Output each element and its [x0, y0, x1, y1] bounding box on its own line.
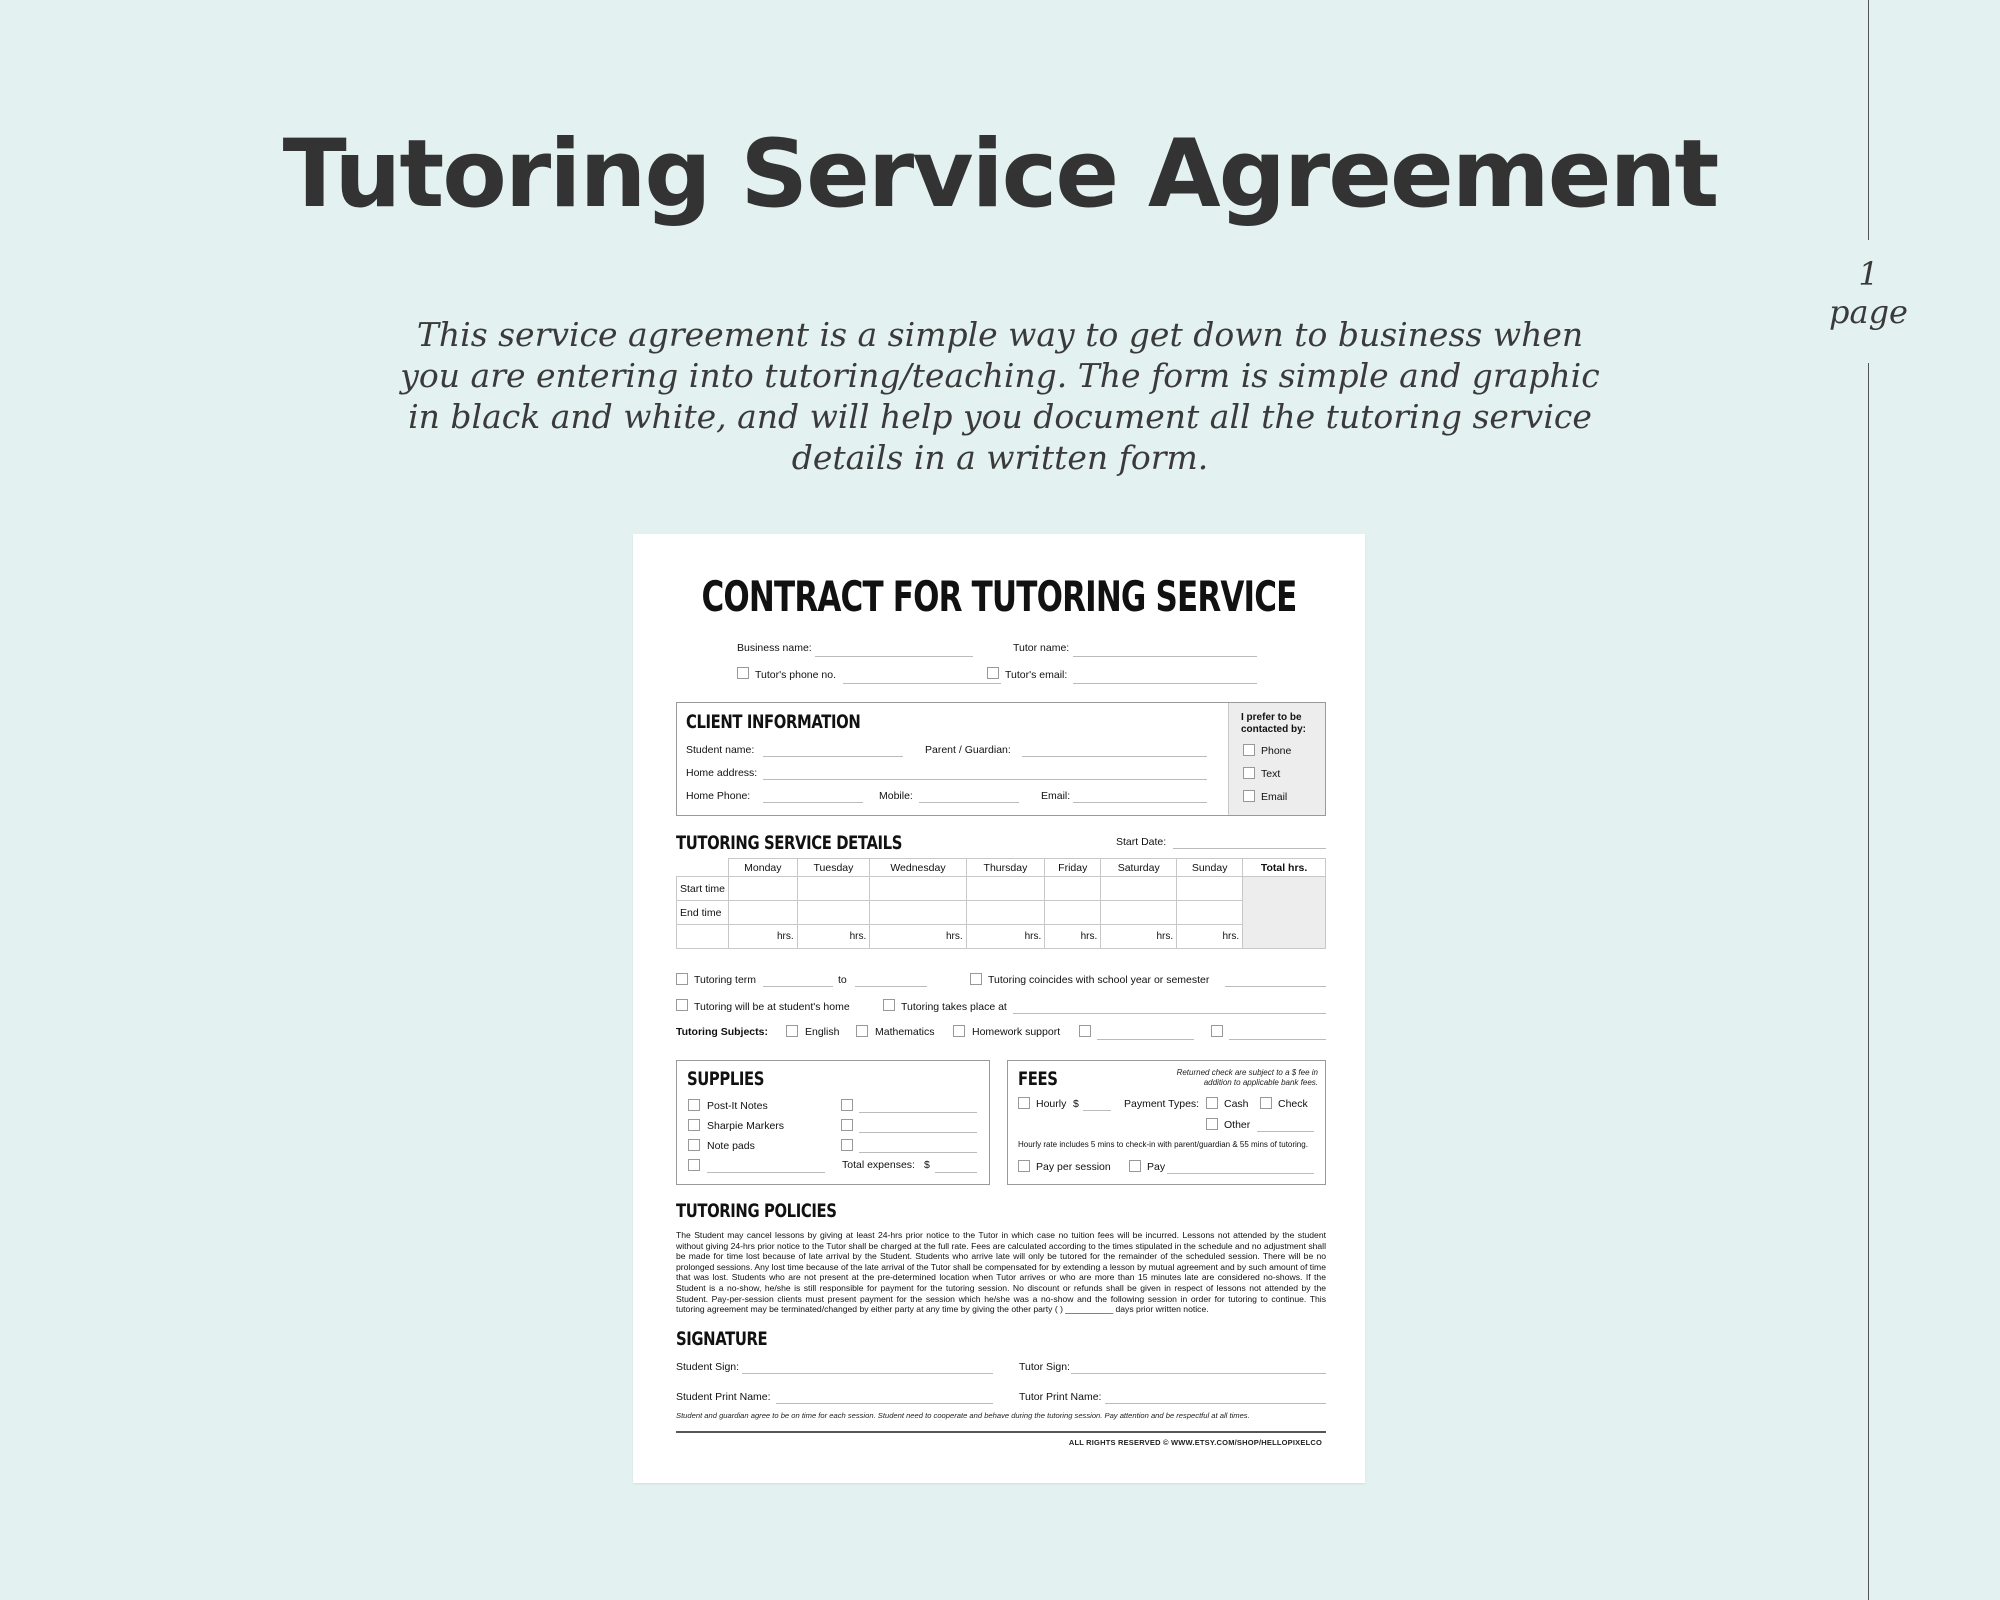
supply-checkbox[interactable]	[688, 1119, 700, 1131]
schedule-cell[interactable]	[1177, 877, 1243, 901]
cash-checkbox[interactable]	[1206, 1097, 1218, 1109]
subject-english-label: English	[805, 1026, 840, 1038]
supply-custom-field[interactable]	[859, 1152, 977, 1153]
page-count-number: 1	[1858, 255, 1879, 293]
hours-row-label	[677, 925, 729, 949]
student-name-label: Student name:	[686, 744, 755, 756]
coincides-label: Tutoring coincides with school year or semester	[988, 974, 1210, 986]
schedule-table	[676, 858, 1326, 949]
contact-text-label: Text	[1261, 768, 1281, 780]
total-hours-header: Total hrs.	[1243, 859, 1326, 877]
schedule-cell[interactable]	[797, 877, 870, 901]
hours-cell[interactable]: hrs.	[870, 925, 966, 949]
document-title: CONTRACT FOR TUTORING SERVICE	[701, 572, 1297, 621]
email-label: Email:	[1041, 790, 1071, 802]
hours-cell[interactable]: hrs.	[729, 925, 798, 949]
tutor-sign-field[interactable]	[1071, 1373, 1326, 1374]
supply-custom-field[interactable]	[859, 1132, 977, 1133]
hours-cell[interactable]: hrs.	[1177, 925, 1243, 949]
hours-cell[interactable]: hrs.	[1101, 925, 1177, 949]
at-home-checkbox[interactable]	[676, 999, 688, 1011]
tutor-print-field[interactable]	[1105, 1403, 1326, 1404]
subject-homework-checkbox[interactable]	[953, 1025, 965, 1037]
subjects-label: Tutoring Subjects:	[676, 1026, 768, 1038]
tutor-name-field[interactable]	[1073, 656, 1257, 657]
footer-rule	[676, 1431, 1326, 1433]
tutor-phone-checkbox[interactable]	[737, 667, 749, 679]
cash-label: Cash	[1224, 1098, 1249, 1110]
tutoring-term-label: Tutoring term	[694, 974, 757, 986]
supply-checkbox[interactable]	[841, 1139, 853, 1151]
schedule-cell[interactable]	[797, 901, 870, 925]
schedule-cell[interactable]	[870, 877, 966, 901]
supply-checkbox[interactable]	[688, 1139, 700, 1151]
tutor-email-label: Tutor's email:	[1005, 669, 1068, 681]
parent-guardian-label: Parent / Guardian:	[925, 744, 1011, 756]
tutor-sign-label: Tutor Sign:	[1019, 1361, 1070, 1373]
supplies-heading: SUPPLIES	[687, 1068, 765, 1090]
business-name-field[interactable]	[815, 656, 973, 657]
student-print-field[interactable]	[776, 1403, 993, 1404]
supply-checkbox[interactable]	[841, 1119, 853, 1131]
signature-heading: SIGNATURE	[676, 1328, 768, 1350]
other-field[interactable]	[1257, 1131, 1314, 1132]
hero-title: Tutoring Service Agreement	[282, 120, 1718, 229]
contact-email-label: Email	[1261, 791, 1288, 803]
side-divider-bottom	[1868, 363, 1869, 1600]
start-date-label: Start Date:	[1116, 836, 1167, 848]
pay-label: Pay	[1147, 1161, 1166, 1173]
schedule-cell[interactable]	[729, 877, 798, 901]
fees-heading: FEES	[1018, 1068, 1058, 1090]
day-header: Wednesday	[870, 859, 966, 877]
schedule-cell[interactable]	[729, 901, 798, 925]
home-phone-field[interactable]	[763, 802, 863, 803]
day-header: Friday	[1045, 859, 1101, 877]
supply-label: Sharpie Markers	[707, 1120, 785, 1132]
hours-cell[interactable]: hrs.	[966, 925, 1045, 949]
payment-types-label: Payment Types:	[1124, 1098, 1200, 1110]
email-field[interactable]	[1073, 802, 1207, 803]
policies-heading: TUTORING POLICIES	[676, 1200, 837, 1222]
tutor-email-field[interactable]	[1073, 683, 1257, 684]
client-info-heading: CLIENT INFORMATION	[686, 711, 861, 733]
student-sign-field[interactable]	[742, 1373, 993, 1374]
term-start-field[interactable]	[763, 986, 833, 987]
subject-other-field[interactable]	[1097, 1039, 1194, 1040]
footer-copyright: ALL RIGHTS RESERVED © WWW.ETSY.COM/SHOP/HELLOPIXELCO	[1068, 1438, 1322, 1447]
side-divider-top	[1868, 0, 1869, 240]
day-header: Thursday	[966, 859, 1045, 877]
contact-email-checkbox[interactable]	[1243, 790, 1255, 802]
hours-cell[interactable]: hrs.	[1045, 925, 1101, 949]
hourly-currency: $	[1073, 1098, 1079, 1110]
parent-guardian-field[interactable]	[1022, 756, 1207, 757]
business-name-label: Business name:	[737, 642, 812, 654]
policies-text: The Student may cancel lessons by giving at least 24-hrs prior notice to the Tutor in which case no tuition fees will be incurred. Lessons not attended by the student without giving 24-hrs prior notice to the Tutor shall be charged at the full rate. Fees are calculated according to the times stipulated in the schedule and no adjustment shall be made for time lost because of late arrival by the Student. Students who arrive late will only be tutored for the remainder of the scheduled session. There will be no prolonged sessions. Any lost time because of the late arrival of the Tutor shall be compensated for by extending a lesson by mutual agreement and by such amount of time that was lost. Students who are not present at the pre-determined location when Tutor arrives or who are more than 15 minutes late are considered no-shows. If the Student is a no-show, he/she is still responsible for payment for the tutoring session. No discount or refunds shall be given in respect of lessons not attended by the Student. Pay-per-session clients must present payment for the session which he/she was a no-show and the following session in order for tutoring to continue. This tutoring agreement may be terminated/changed by either party at any time by giving the other party ( ) __________ days prior written notice.	[676, 1230, 1326, 1315]
mobile-label: Mobile:	[879, 790, 913, 802]
pay-per-session-checkbox[interactable]	[1018, 1160, 1030, 1172]
schedule-cell[interactable]	[966, 901, 1045, 925]
coincides-checkbox[interactable]	[970, 973, 982, 985]
day-header: Monday	[729, 859, 798, 877]
contact-pref-heading: I prefer to be contacted by:	[1241, 712, 1307, 735]
total-expenses-currency: $	[924, 1159, 930, 1171]
page-count	[1800, 255, 1937, 331]
tutor-print-label: Tutor Print Name:	[1019, 1391, 1102, 1403]
supply-checkbox[interactable]	[688, 1099, 700, 1111]
pay-checkbox[interactable]	[1129, 1160, 1141, 1172]
takes-place-checkbox[interactable]	[883, 999, 895, 1011]
day-header: Tuesday	[797, 859, 870, 877]
signature-fine-print: Student and guardian agree to be on time for each session. Student need to cooperate and behave during the tutoring session. Pay attention and be respectful at all times.	[676, 1411, 1250, 1420]
contact-text-checkbox[interactable]	[1243, 767, 1255, 779]
hourly-rate-note: Hourly rate includes 5 mins to check-in with parent/guardian & 55 mins of tutoring.	[1018, 1140, 1308, 1149]
supply-label: Note pads	[707, 1140, 755, 1152]
student-sign-label: Student Sign:	[676, 1361, 740, 1373]
total-expenses-label: Total expenses:	[842, 1159, 915, 1171]
check-checkbox[interactable]	[1260, 1097, 1272, 1109]
schedule-cell[interactable]	[1101, 901, 1177, 925]
at-home-label: Tutoring will be at student's home	[694, 1001, 850, 1013]
student-print-label: Student Print Name:	[676, 1391, 771, 1403]
schedule-cell[interactable]	[1045, 877, 1101, 901]
pay-per-session-label: Pay per session	[1036, 1161, 1111, 1173]
total-expenses-field[interactable]	[935, 1172, 977, 1173]
subject-english-checkbox[interactable]	[786, 1025, 798, 1037]
student-name-field[interactable]	[763, 756, 903, 757]
term-to-label: to	[838, 974, 847, 986]
schedule-cell[interactable]	[870, 901, 966, 925]
service-details-heading: TUTORING SERVICE DETAILS	[676, 832, 902, 854]
subject-homework-label: Homework support	[972, 1026, 1061, 1038]
supply-custom-field[interactable]	[859, 1112, 977, 1113]
supply-custom-field[interactable]	[707, 1172, 825, 1173]
schedule-corner	[677, 859, 729, 877]
takes-place-field[interactable]	[1013, 1013, 1326, 1014]
subject-other2-checkbox[interactable]	[1211, 1025, 1223, 1037]
supply-label: Post-It Notes	[707, 1100, 768, 1112]
start-date-field[interactable]	[1173, 848, 1326, 849]
pay-field[interactable]	[1167, 1173, 1314, 1174]
home-address-field[interactable]	[763, 779, 1207, 780]
subject-math-checkbox[interactable]	[856, 1025, 868, 1037]
home-phone-label: Home Phone:	[686, 790, 751, 802]
end-time-row-label: End time	[677, 901, 729, 925]
total-hours-cell[interactable]	[1243, 877, 1326, 949]
hourly-checkbox[interactable]	[1018, 1097, 1030, 1109]
tutor-phone-label: Tutor's phone no.	[755, 669, 837, 681]
schedule-cell[interactable]	[1177, 901, 1243, 925]
tutor-email-checkbox[interactable]	[987, 667, 999, 679]
other-label: Other	[1224, 1119, 1251, 1131]
document-preview	[633, 534, 1365, 1483]
subject-math-label: Mathematics	[875, 1026, 935, 1038]
term-end-field[interactable]	[855, 986, 927, 987]
tutor-name-label: Tutor name:	[1013, 642, 1070, 654]
subject-other-checkbox[interactable]	[1079, 1025, 1091, 1037]
schedule-cell[interactable]	[1101, 877, 1177, 901]
hours-cell[interactable]: hrs.	[797, 925, 870, 949]
hero-description: This service agreement is a simple way to get down to business when you are entering into tutoring/teaching. The form is simple and graphic in black and white, and will help you document all the tutoring service details in a written form.	[400, 315, 1600, 477]
takes-place-label: Tutoring takes place at	[901, 1001, 1007, 1013]
supply-checkbox[interactable]	[688, 1159, 700, 1171]
schedule-cell[interactable]	[1045, 901, 1101, 925]
start-time-row-label: Start time	[677, 877, 729, 901]
check-label: Check	[1278, 1098, 1308, 1110]
tutor-phone-field[interactable]	[843, 683, 1001, 684]
subject-other2-field[interactable]	[1229, 1039, 1326, 1040]
day-header: Saturday	[1101, 859, 1177, 877]
supply-checkbox[interactable]	[841, 1099, 853, 1111]
home-address-label: Home address:	[686, 767, 758, 779]
day-header: Sunday	[1177, 859, 1243, 877]
hourly-rate-field[interactable]	[1083, 1110, 1111, 1111]
contact-phone-label: Phone	[1261, 745, 1292, 757]
tutoring-term-checkbox[interactable]	[676, 973, 688, 985]
other-checkbox[interactable]	[1206, 1118, 1218, 1130]
page-count-label: page	[1829, 293, 1908, 331]
mobile-field[interactable]	[919, 802, 1019, 803]
coincides-field[interactable]	[1225, 986, 1326, 987]
contact-phone-checkbox[interactable]	[1243, 744, 1255, 756]
fees-note: Returned check are subject to a $ fee in addition to applicable bank fees.	[1176, 1068, 1318, 1087]
schedule-cell[interactable]	[966, 877, 1045, 901]
hourly-label: Hourly	[1036, 1098, 1067, 1110]
